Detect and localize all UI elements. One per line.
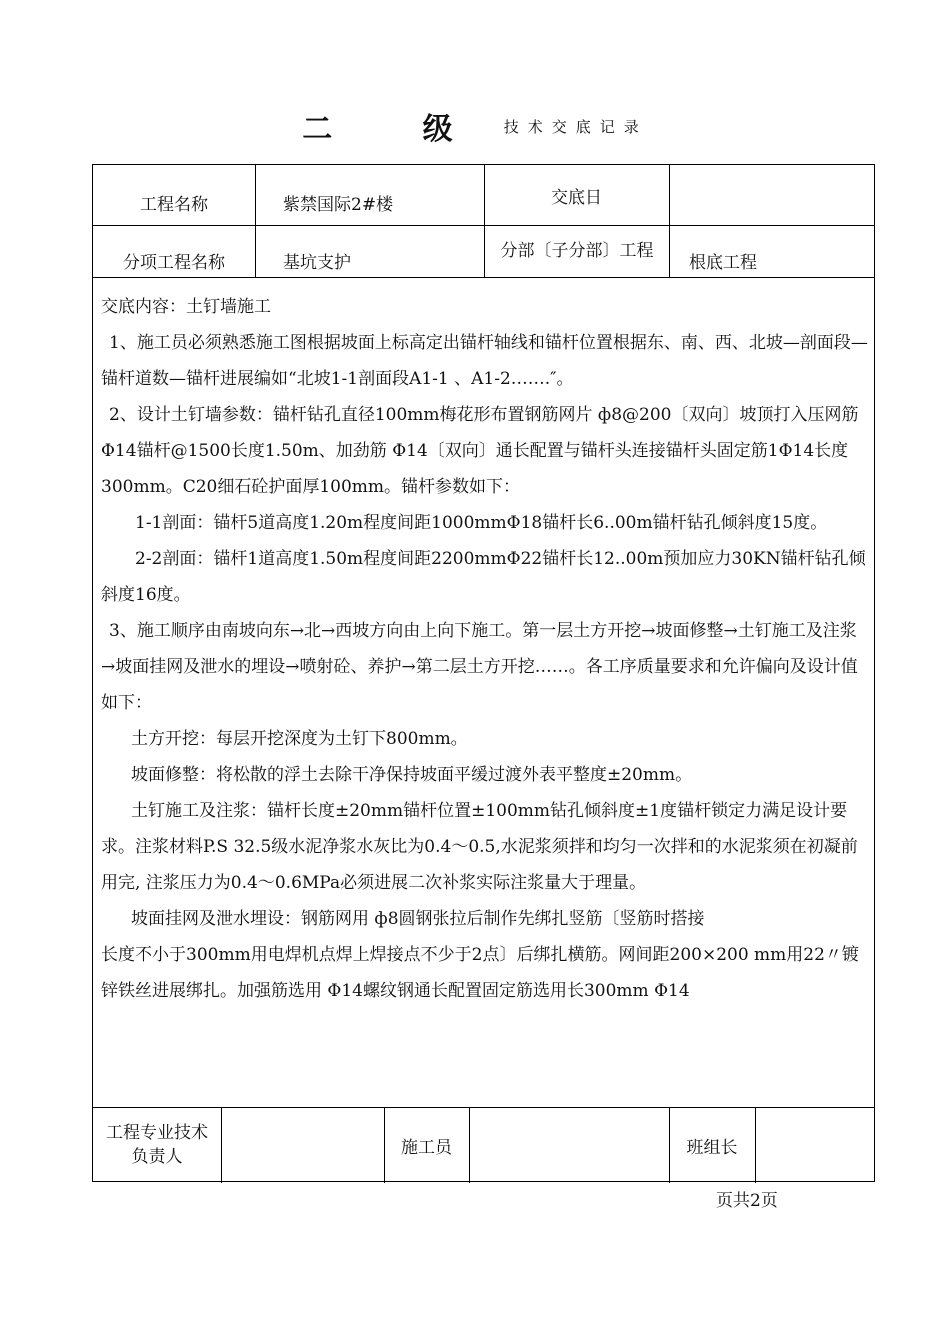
content-paragraph: 坡面修整：将松散的浮土去除干净保持坡面平缓过渡外表平整度±20mm。 bbox=[131, 765, 693, 785]
col-divider-3 bbox=[669, 165, 670, 277]
content-paragraph: 坡面挂网及泄水埋设：钢筋网用 ф8圆钢张拉后制作先绑扎竖筋〔竖筋时搭接 bbox=[131, 909, 705, 929]
content-paragraph: 3、施工顺序由南坡向东→北→西坡方向由上向下施工。第一层土方开挖→坡面修整→土钉施工及注浆→坡面挂网及泄水的埋设→喷射砼、养护→第二层土方开挖……。各工序质量要求和允许偏向及设计值如下： bbox=[101, 621, 858, 713]
division-value: 根底工程 bbox=[689, 252, 757, 273]
tech-lead-label: 工程专业技术负责人 bbox=[106, 1123, 208, 1167]
content-paragraph: 长度不小于300mm用电焊机点焊上焊接点不少于2点〕后绑扎横筋。网间距200×200 mm用22〃镀锌铁丝进展绑扎。加强筋选用 Φ14螺纹钢通长配置固定筋选用长300mm Φ14 bbox=[101, 945, 859, 1001]
disclosure-form bbox=[92, 164, 875, 1182]
subproject-value: 基坑支护 bbox=[283, 252, 351, 273]
title-main: 二 级 bbox=[302, 112, 493, 147]
content-paragraph: 1-1剖面：锚杆5道高度1.20m程度间距1000mmΦ18锚杆长6..00m锚杆钻孔倾斜度15度。 bbox=[135, 513, 828, 533]
row-divider-2 bbox=[93, 277, 874, 278]
project-name-value: 紫禁国际2#楼 bbox=[283, 194, 394, 215]
team-leader-label: 班组长 bbox=[686, 1137, 738, 1158]
title-sub: 技术交底记录 bbox=[503, 117, 648, 136]
content-paragraph: 2-2剖面：锚杆1道高度1.50m程度间距2200mmΦ22锚杆长12..00m预加应力30KN锚杆钻孔倾斜度16度。 bbox=[101, 549, 866, 605]
col-divider-1 bbox=[255, 165, 256, 277]
page-number: 页共2页 bbox=[716, 1191, 778, 1211]
constructor-label: 施工员 bbox=[401, 1137, 452, 1158]
date-label: 交底日 bbox=[551, 187, 602, 208]
disclosure-content bbox=[101, 289, 871, 1009]
date-value[interactable] bbox=[689, 165, 869, 225]
content-paragraph: 土钉施工及注浆：锚杆长度±20mm锚杆位置±100mm钻孔倾斜度±1度锚杆锁定力满足设计要求。注浆材料P.S 32.5级水泥净浆水灰比为0.4～0.5,水泥浆须拌和均匀一次拌和的水泥浆须在初凝前用完, 注浆压力为0.4～0.6MPa必须进展二次补浆实际注浆量大于理量。 bbox=[101, 801, 858, 893]
content-paragraph: 1、施工员必须熟悉施工图根据坡面上标高定出锚杆轴线和锚杆位置根据东、南、西、北坡—剖面段—锚杆道数—锚杆进展编如“北坡1-1剖面段A1-1 、A1-2…….″。 bbox=[101, 333, 868, 389]
team-leader-signature[interactable] bbox=[755, 1107, 874, 1183]
content-paragraph: 2、设计土钉墙参数：锚杆钻孔直径100mm梅花形布置钢筋网片 ф8@200〔双向〕坡顶打入压网筋 Φ14锚杆@1500长度1.50m、加劲筋 Φ14〔双向〕通长配置与锚杆头连接锚杆头固定筋1Φ14长度300mm。C20细石砼护面厚100mm。锚杆参数如下： bbox=[101, 405, 859, 497]
division-label: 分部〔子分部〕工程 bbox=[500, 241, 654, 261]
project-name-label: 工程名称 bbox=[140, 194, 208, 215]
tech-lead-signature[interactable] bbox=[221, 1107, 384, 1183]
subproject-label: 分项工程名称 bbox=[123, 252, 225, 273]
document-title bbox=[0, 104, 950, 148]
content-heading: 交底内容：土钉墙施工 bbox=[101, 297, 271, 317]
content-paragraph: 土方开挖：每层开挖深度为土钉下800mm。 bbox=[131, 729, 468, 749]
constructor-signature[interactable] bbox=[469, 1107, 669, 1183]
